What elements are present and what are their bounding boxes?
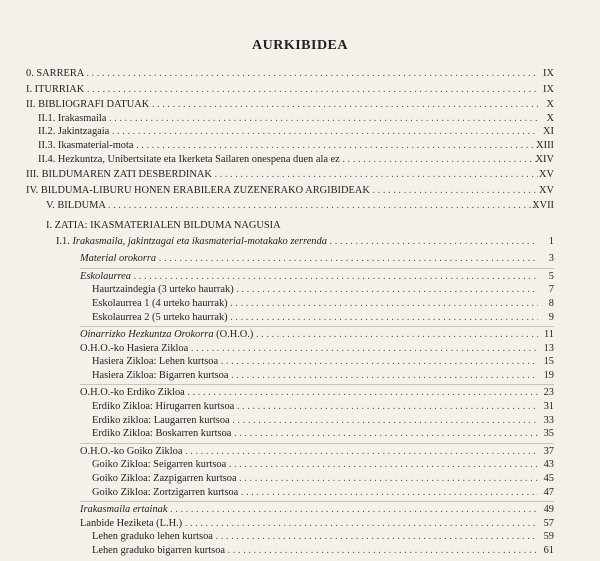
toc-entry-page: 3 [548,253,554,265]
toc-entry-text: O.H.O.-ko Erdiko Zikloa [80,387,185,399]
toc-entry [0,311,600,325]
toc-entry [0,125,600,139]
toc-entry-label [92,530,538,544]
toc-entry-label [80,517,538,531]
toc-entry-label [46,219,538,233]
toc-entry-text: I. ZATIA: IKASMATERIALEN BILDUMA NAGUSIA [46,219,281,231]
toc-entry-label [92,544,538,558]
toc-entry-page: 43 [543,459,554,471]
toc-entry [0,458,600,472]
toc-entry-label [46,199,538,213]
group-divider [80,268,554,269]
toc-entry-text: V. BILDUMA [46,200,106,212]
toc-entry [0,328,600,342]
toc-entry [0,544,600,558]
toc-entry [0,445,600,459]
toc-entry [0,184,600,198]
toc-entry-text: Goiko Zikloa: Seigarren kurtsoa [92,459,227,471]
toc-entry-label [92,486,538,500]
toc-entry [0,517,600,531]
toc-entry [0,503,600,517]
toc-entry [0,486,600,500]
toc-entry-page: 59 [543,531,554,543]
toc-entry-page: 61 [543,545,554,556]
toc-entry-page: 49 [543,504,554,516]
group-divider [80,501,554,502]
toc-entry-label [80,270,538,284]
toc-entry-page: 15 [543,356,554,368]
toc-entry [0,355,600,369]
toc-entry [0,270,600,284]
toc-entry-page: IX [543,83,554,95]
toc-entry-text: II.2. Jakintzagaia [38,126,110,138]
toc-entry-page: 33 [543,414,554,426]
toc-entry-label [26,98,538,112]
toc-entry-page: 23 [543,387,554,399]
toc-entry-page: 37 [543,445,554,457]
toc-entry [0,427,600,441]
toc-entry-label [92,369,538,383]
toc-entry-label [26,67,538,81]
group-divider [80,384,554,385]
toc-entry-text: Goiko Zikloa: Zortzigarren kurtsoa [92,486,239,498]
toc-entry [0,98,600,112]
toc-entry-text: Erdiko Zikloa: Boskarren kurtsoa [92,428,232,440]
toc-entry [0,67,600,81]
toc-entry-text: Irakasmaila ertainak [80,504,168,516]
toc-entry-text: Haurtzaindegia (3 urteko haurrak) [92,284,234,296]
toc-entry-page: X [546,99,554,111]
toc-entry-page: XI [543,126,554,138]
toc-entry [0,297,600,311]
toc-entry-page: 19 [543,369,554,381]
toc-entry-label [26,83,538,97]
toc-entry-text: 0. SARRERA [26,68,84,79]
toc-entry-page: 45 [543,473,554,485]
toc-entry-text: Eskolaurrea 1 (4 urteko haurrak) [92,297,228,309]
toc-entry-label [26,168,538,182]
toc-entry-label [92,458,538,472]
toc-entry-label [80,252,538,266]
group-divider [80,443,554,444]
toc-entry-label [92,427,538,441]
toc-entry-text: Lehen graduko bigarren kurtsoa [92,545,226,556]
toc-entry-text: IV. BILDUMA-LIBURU HONEN ERABILERA ZUZENERAKO ARGIBIDEAK [26,184,370,196]
toc-entry [0,199,600,213]
toc-entry-label [92,472,538,486]
toc-entry-page: XVII [532,200,554,212]
toc-entry-label [80,445,538,459]
toc-entry-text: Erdiko Zikloa: Hirugarren kurtsoa [92,401,235,413]
toc-entry-label [80,328,538,342]
toc-entry-page: 5 [548,270,554,282]
toc-entry-page: 57 [543,517,554,529]
toc-entry-text: Hasiera Zikloa: Lehen kurtsoa [92,356,219,368]
toc-entry-page: XV [538,184,554,196]
table-of-contents [0,67,600,558]
toc-entry-label [26,184,538,198]
toc-entry [0,235,600,249]
toc-entry-text: O.H.O.-ko Hasiera Zikloa [80,342,189,354]
toc-entry [0,83,600,97]
toc-entry-label [92,400,538,414]
toc-entry-label [92,414,538,428]
toc-entry [0,342,600,356]
toc-entry-text: Material orokorra [80,253,157,265]
toc-entry-text: II. BIBLIOGRAFI DATUAK [26,99,150,111]
toc-entry [0,530,600,544]
toc-entry [0,386,600,400]
toc-entry-page: 13 [543,342,554,354]
toc-entry-text: II.4. Hezkuntza, Unibertsitate eta Ikerketa Sailaren onespena duen ala ez [38,153,340,165]
toc-entry [0,139,600,153]
toc-entry-page: 11 [543,329,554,341]
toc-entry-page: 35 [543,428,554,440]
toc-entry [0,400,600,414]
toc-entry-text: II.3. Ikasmaterial-mota [38,139,134,151]
toc-entry-page: 1 [548,235,554,247]
toc-entry-text: Lehen graduko lehen kurtsoa [92,531,213,543]
toc-entry-label [80,386,538,400]
toc-entry-page: XIV [535,153,554,165]
toc-entry-text: III. BILDUMAREN ZATI DESBERDINAK [26,169,212,181]
toc-entry [0,168,600,182]
toc-entry-text: Lanbide Heziketa (L.H.) [80,517,183,529]
toc-entry-text: II.1. Irakasmaila [38,112,107,124]
group-divider [80,326,554,327]
toc-entry-page: 47 [543,486,554,498]
toc-entry-text: Hasiera Zikloa: Bigarren kurtsoa [92,369,229,381]
toc-entry-page: XV [538,169,554,181]
toc-entry [0,252,600,266]
toc-entry [0,414,600,428]
toc-entry-text: Oinarrizko Hezkuntza Orokorra (O.H.O.) [80,329,254,341]
toc-entry-label [80,503,538,517]
toc-entry [0,369,600,383]
toc-entry [0,472,600,486]
toc-entry [0,112,600,126]
toc-entry [0,219,600,233]
toc-entry-text: Erdiko zikloa: Laugarren kurtsoa [92,414,230,426]
toc-entry-page: 7 [548,284,554,296]
toc-entry [0,153,600,167]
toc-entry-label [80,342,538,356]
toc-entry-text: Eskolaurrea [80,270,131,282]
toc-entry-page: 9 [548,311,554,323]
toc-entry-label [92,283,538,297]
toc-entry-label [38,112,538,126]
toc-entry-label [38,139,538,153]
toc-entry-page: IX [543,68,554,79]
toc-entry-text: O.H.O.-ko Goiko Zikloa [80,445,183,457]
toc-entry-text: I.1. Irakasmaila, jakintzagai eta ikasmaterial-motakako zerrenda [56,235,327,247]
toc-entry-label [56,235,538,249]
toc-entry-label [92,355,538,369]
toc-entry-page: X [546,112,554,124]
toc-entry-text: Goiko Zikloa: Zazpigarren kurtsoa [92,473,237,485]
toc-entry-text: I. ITURRIAK [26,83,85,95]
toc-entry [0,283,600,297]
toc-entry-label [38,153,538,167]
toc-entry-label [92,297,538,311]
page-title: AURKIBIDEA [251,38,348,53]
toc-entry-label [92,311,538,325]
toc-entry-page: XIII [536,139,554,151]
toc-entry-page: 8 [548,297,554,309]
toc-entry-label [38,125,538,139]
toc-entry-page: 31 [543,401,554,413]
toc-entry-text: Eskolaurrea 2 (5 urteko haurrak) [92,311,228,323]
